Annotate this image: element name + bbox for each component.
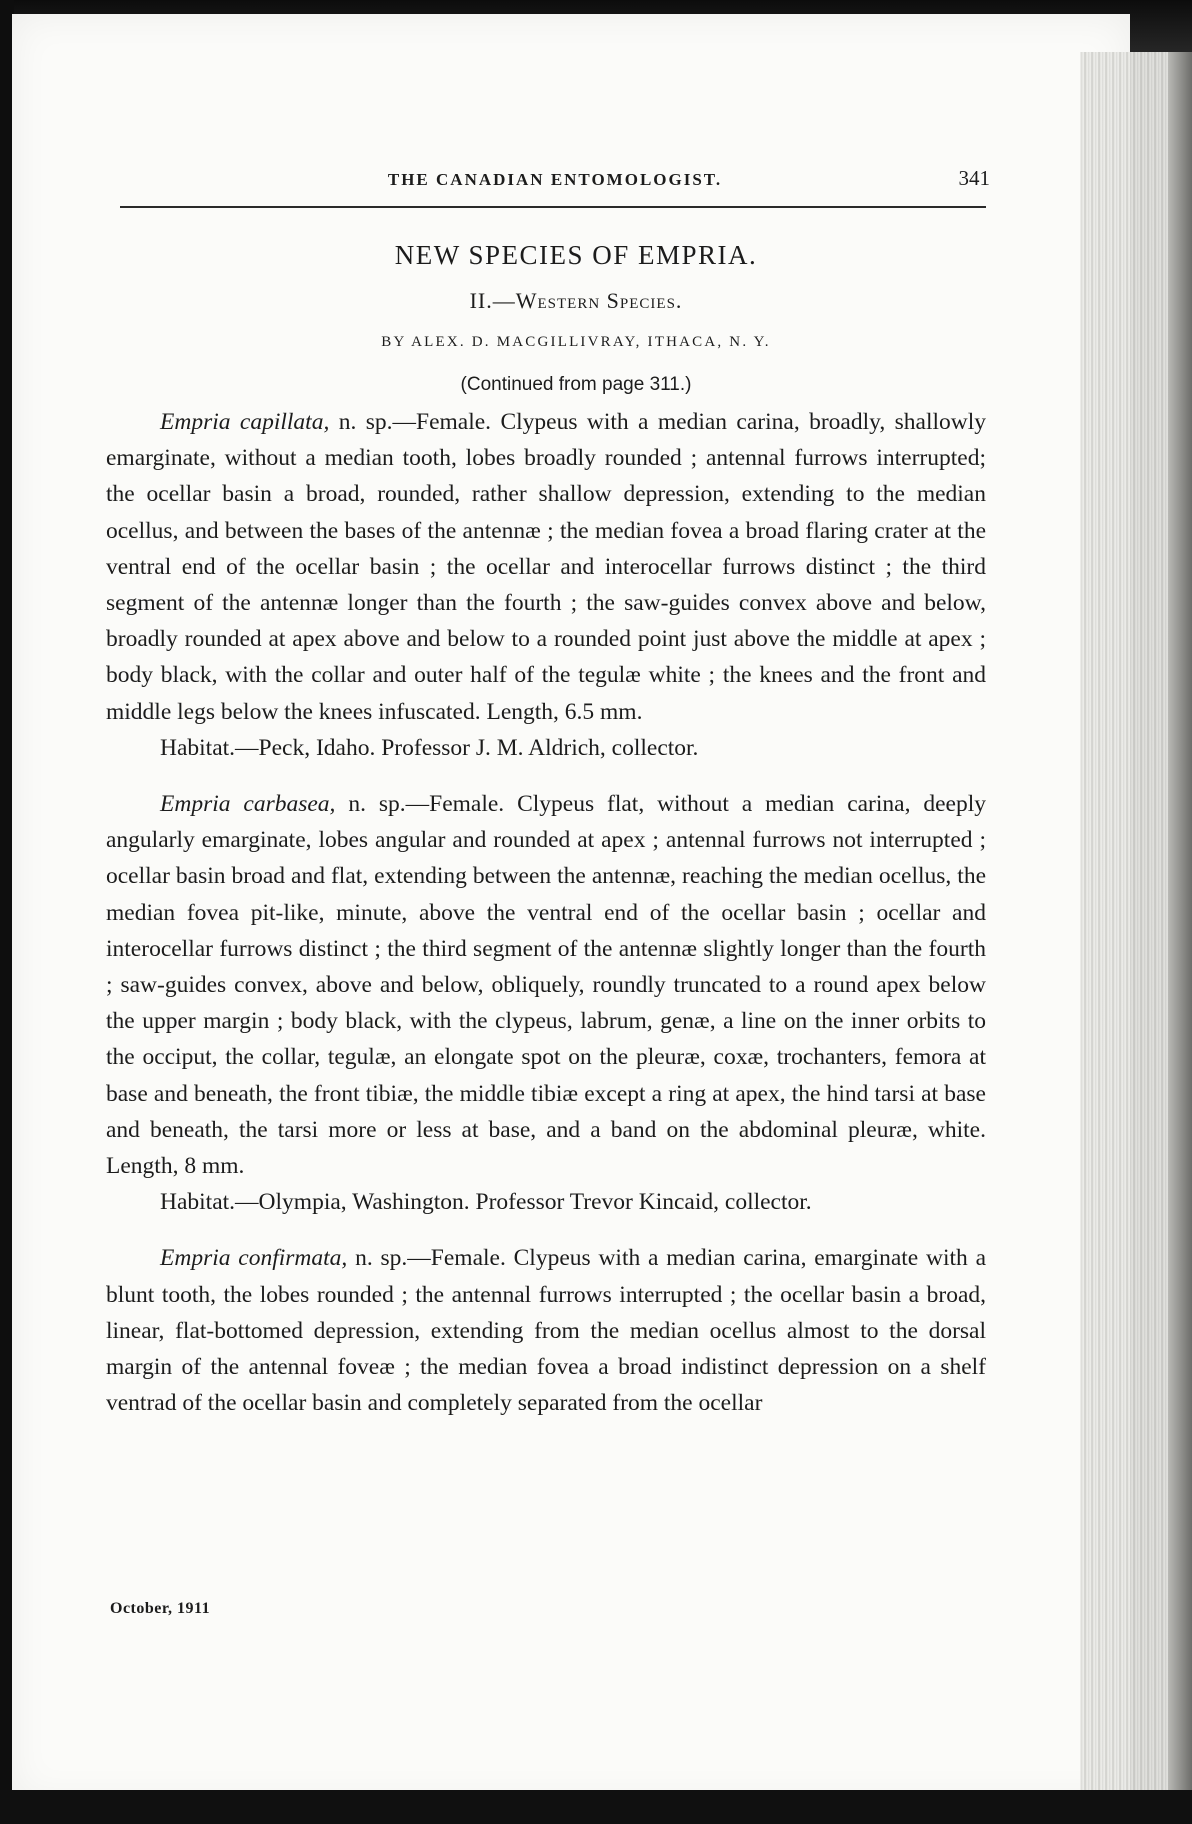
species-entry-capillata <box>106 404 986 730</box>
article-title: NEW SPECIES OF EMPRIA. <box>394 240 758 270</box>
species-entry-confirmata <box>106 1240 986 1421</box>
header-rule <box>120 206 986 208</box>
issue-date: October, 1911 <box>110 1600 211 1617</box>
scan-bottom-border <box>0 1790 1192 1824</box>
article-body <box>106 404 986 1421</box>
article-byline: BY ALEX. D. MACGILLIVRAY, ITHACA, N. Y. <box>381 334 771 350</box>
article-subtitle: II.—Western Species. <box>469 288 683 313</box>
species-entry-carbasea <box>106 786 986 1184</box>
species-description: n. sp.—Female. Clypeus flat, without a median carina, deeply angularly emarginate, lobes angular and rounded at apex ; antennal furrows not interrupted ; ocellar basin broad and flat, extending between the antennæ, reaching the median ocellus, the median fovea pit-like, minute, above the ventral end of the ocellar basin ; ocellar and interocellar furrows distinct ; the third segment of the antennæ slightly longer than the fourth ; saw-guides convex, above and below, obliquely, roundly truncated to a round apex below the upper margin ; body black, with the clypeus, labrum, genæ, a line on the inner orbits to the occiput, the collar, tegulæ, an elongate spot on the pleuræ, coxæ, trochanters, femora at base and beneath, the front tibiæ, the middle tibiæ except a ring at apex, the hind tarsi at base and beneath, the tarsi more or less at base, and a band on the abdominal pleuræ, white. Length, 8 mm. <box>106 791 986 1180</box>
species-name: Empria confirmata, <box>160 1245 348 1272</box>
habitat-line: Habitat.—Peck, Idaho. Professor J. M. Aldrich, collector. <box>160 734 699 761</box>
species-name: Empria capillata, <box>160 409 330 435</box>
page-stack-edge <box>1080 52 1170 1792</box>
page-number: 341 <box>958 166 990 190</box>
species-description: n. sp.—Female. Clypeus with a median carina, broadly, shallowly emarginate, without a median tooth, lobes broadly rounded ; antennal furrows interrupted; the ocellar basin a broad, rounded, rather shallow depression, extending to the median ocellus, and between the bases of the antennæ ; the median fovea a broad flaring crater at the ventral end of the ocellar basin ; the ocellar and interocellar furrows distinct ; the third segment of the antennæ longer than the fourth ; the saw-guides convex above and below, broadly rounded at apex above and below to a rounded point just above the middle at apex ; body black, with the collar and outer half of the tegulæ white ; the knees and the front and middle legs below the knees infuscated. Length, 6.5 mm. <box>106 409 987 725</box>
species-name: Empria carbasea, <box>160 791 336 818</box>
continued-note: (Continued from page 311.) <box>460 374 692 395</box>
page-stack-shadow <box>1168 52 1192 1792</box>
habitat-line: Habitat.—Olympia, Washington. Professor Trevor Kincaid, collector. <box>160 1189 812 1216</box>
running-head: THE CANADIAN ENTOMOLOGIST. <box>387 170 723 189</box>
species-description: n. sp.—Female. Clypeus with a median carina, emarginate with a blunt tooth, the lobes rounded ; the antennal furrows interrupted ; the ocellar basin a broad, linear, flat-bottomed depression, extending from the median ocellus almost to the dorsal margin of the antennal foveæ ; the median fovea a broad indistinct depression on a shelf ventrad of the ocellar basin and completely separated from the ocellar <box>106 1245 986 1417</box>
page-header <box>120 166 990 210</box>
